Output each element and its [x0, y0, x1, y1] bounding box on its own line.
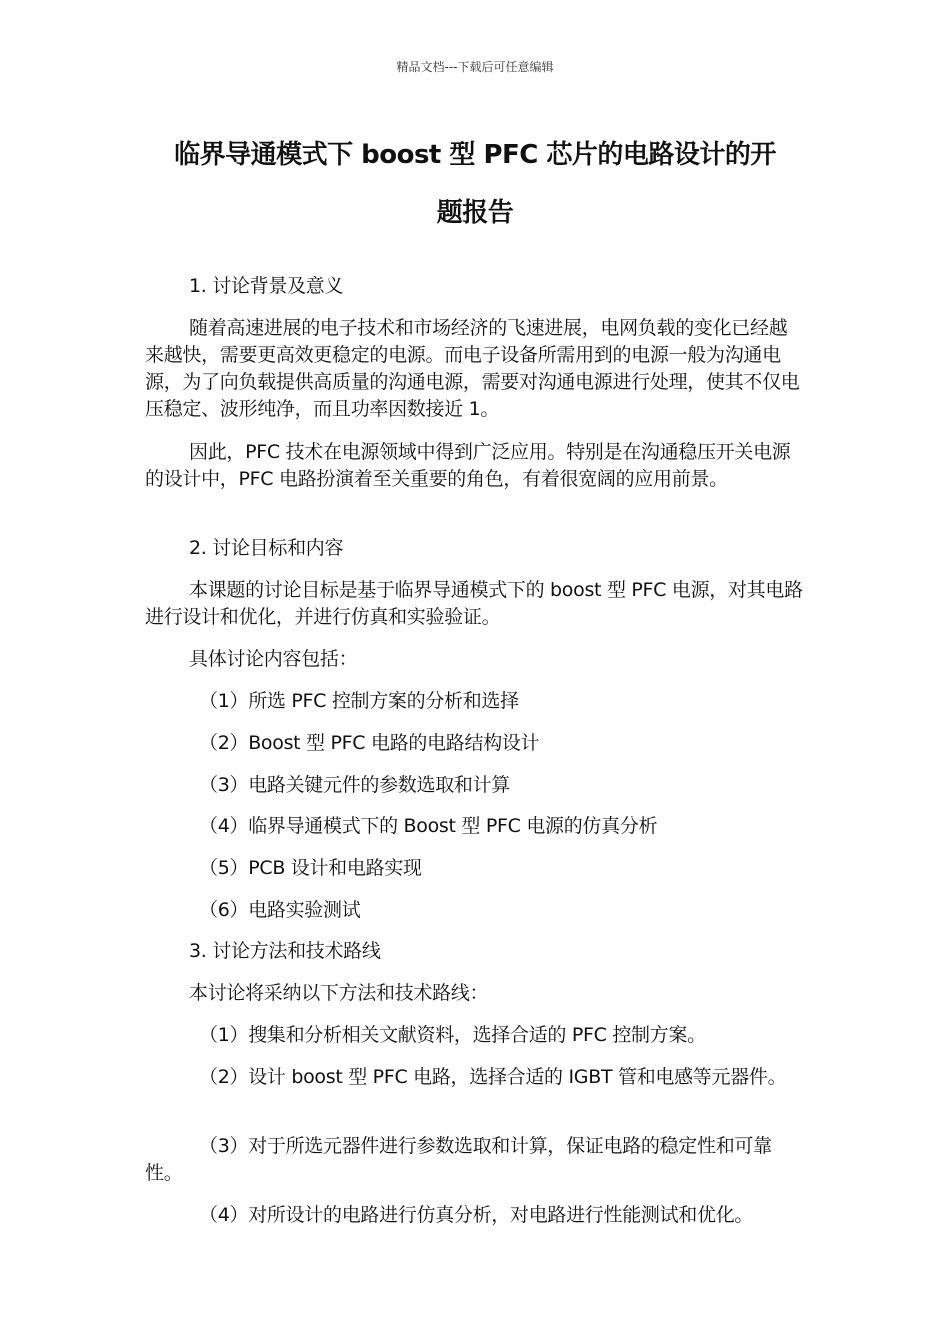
section-3-paragraph-1: 本讨论将采纳以下方法和技术路线：: [189, 982, 489, 1004]
section-2-list-item: （3）电路关键元件的参数选取和计算: [199, 774, 510, 796]
section-2-list-item: （4）临界导通模式下的 Boost 型 PFC 电源的仿真分析: [199, 815, 658, 837]
section-3-list-item: （2）设计 boost 型 PFC 电路，选择合适的 IGBT 管和电感等元器件。: [199, 1066, 787, 1088]
title-line-2: 题报告: [436, 198, 514, 228]
header-note: 精品文档---下载后可任意编辑: [396, 60, 554, 74]
section-3-list-item: （3）对于所选元器件进行参数选取和计算，保证电路的稳定性和可靠性。: [145, 1135, 772, 1184]
section-2-paragraph-2: 具体讨论内容包括：: [189, 648, 358, 670]
section-1-paragraph-1: 随着高速进展的电子技术和市场经济的飞速进展，电网负载的变化已经越来越快，需要更高效更稳定的电源。而电子设备所需用到的电源一般为沟通电源，为了向负载提供高质量的沟通电源，需要对沟通电源进行处理，使其不仅电压稳定、波形纯净，而且功率因数接近 1。: [145, 317, 800, 420]
section-2-heading: 2. 讨论目标和内容: [189, 537, 344, 559]
section-2-list-item: （5）PCB 设计和电路实现: [199, 857, 422, 879]
section-2-list-item: （6）电路实验测试: [199, 899, 361, 921]
section-2-paragraph-1: 本课题的讨论目标是基于临界导通模式下的 boost 型 PFC 电源，对其电路进行设计和优化，并进行仿真和实验验证。: [145, 579, 803, 628]
title-line-1: 临界导通模式下 boost 型 PFC 芯片的电路设计的开: [174, 140, 776, 170]
section-3-list-item: （1）搜集和分析相关文献资料，选择合适的 PFC 控制方案。: [199, 1024, 706, 1046]
section-1-heading: 1. 讨论背景及意义: [189, 275, 344, 297]
section-3-heading: 3. 讨论方法和技术路线: [189, 940, 381, 962]
section-2-list-item: （2）Boost 型 PFC 电路的电路结构设计: [199, 732, 540, 754]
section-3-list-item: （4）对所设计的电路进行仿真分析，对电路进行性能测试和优化。: [199, 1204, 754, 1226]
section-2-list-item: （1）所选 PFC 控制方案的分析和选择: [199, 690, 519, 712]
section-1-paragraph-2: 因此，PFC 技术在电源领域中得到广泛应用。特别是在沟通稳压开关电源的设计中，PFC 电路扮演着至关重要的角色，有着很宽阔的应用前景。: [145, 441, 791, 490]
